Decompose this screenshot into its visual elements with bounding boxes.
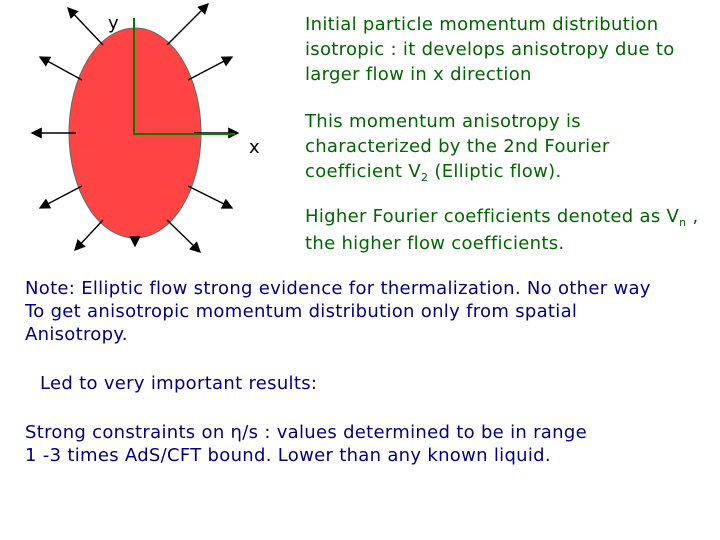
note-paragraph: Note: Elliptic flow strong evidence for thermalization. No other way To get anisotropic momentum distribution only from spatial Anisotropy. bbox=[25, 278, 651, 345]
arrow-up-left bbox=[68, 8, 103, 45]
constraints-paragraph: Strong constraints on η/s : values determined to be in range 1 -3 times AdS/CFT bound. Lower than any known liquid. bbox=[25, 422, 587, 466]
ellipse-diagram-svg bbox=[0, 0, 300, 260]
arrow-down-right bbox=[167, 220, 200, 252]
vn-subscript: n bbox=[679, 216, 687, 229]
v2-subscript: 2 bbox=[421, 171, 429, 184]
paragraph-anisotropy-text: This momentum anisotropy is characterized by the 2nd Fourier coefficient V bbox=[305, 111, 610, 182]
arrow-down-left bbox=[75, 220, 103, 250]
arrow-upper-left bbox=[40, 57, 82, 80]
y-axis-label: y bbox=[108, 13, 119, 34]
led-paragraph: Led to very important results: bbox=[40, 373, 318, 394]
arrow-lower-right bbox=[188, 186, 232, 208]
flow-diagram bbox=[0, 0, 300, 260]
paragraph-higher-coefficients bbox=[305, 204, 710, 256]
arrow-upper-right bbox=[188, 57, 232, 80]
paragraph-higher-tail: , the higher flow coefficients. bbox=[305, 206, 699, 254]
paragraph-higher-text: Higher Fourier coefficients denoted as V bbox=[305, 206, 680, 227]
arrow-lower-left bbox=[40, 186, 82, 208]
arrow-up-right bbox=[167, 4, 208, 45]
x-axis-label: x bbox=[249, 137, 260, 158]
paragraph-anisotropy-tail: (Elliptic flow). bbox=[428, 161, 562, 182]
paragraph-isotropic-text: Initial particle momentum distribution isotropic : it develops anisotropy due to larger flow in x direction bbox=[305, 14, 675, 85]
paragraph-anisotropy bbox=[305, 109, 710, 186]
paragraph-isotropic bbox=[305, 12, 710, 87]
